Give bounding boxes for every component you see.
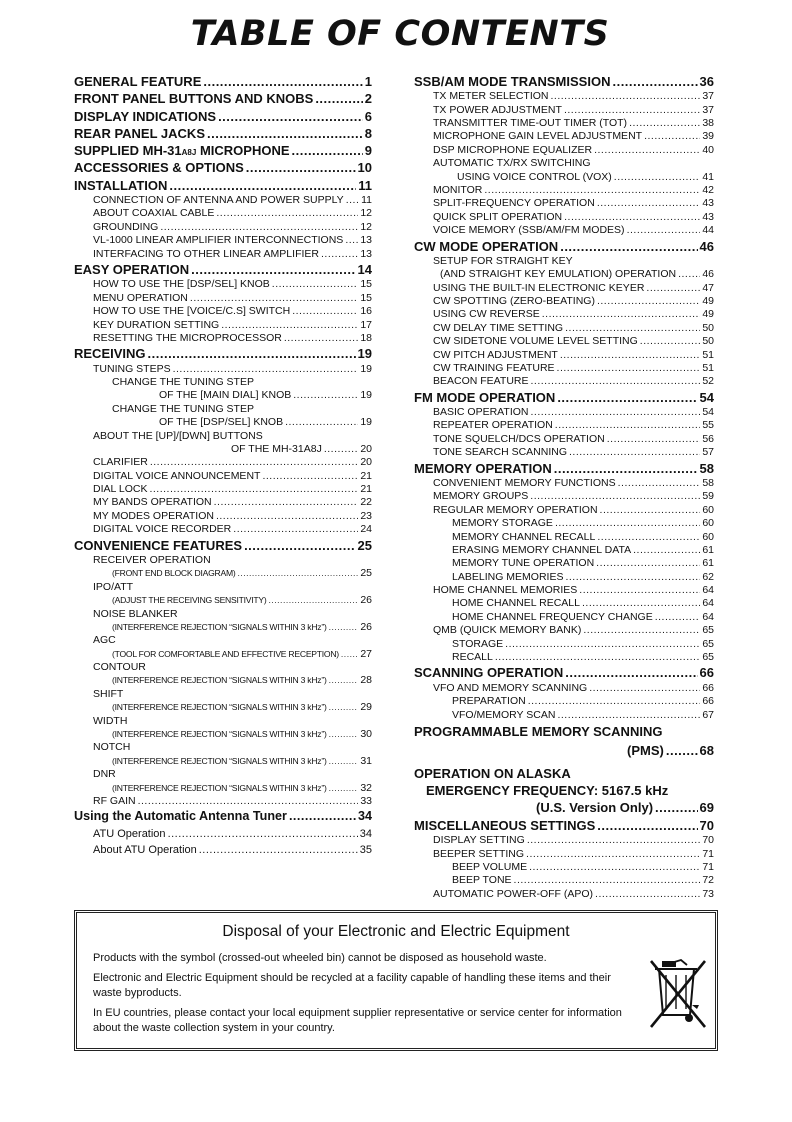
toc-entry[interactable]: CONVENIENCE FEATURES ..... 25 [74, 537, 372, 554]
toc-entry[interactable]: HOW TO USE THE [VOICE/C.S] SWITCH ..... 16 [74, 305, 372, 318]
toc-entry[interactable]: CHANGE THE TUNING STEP [112, 375, 254, 388]
toc-entry[interactable]: CW MODE OPERATION ..... 46 [414, 238, 714, 255]
disposal-notice-box [74, 910, 718, 1051]
toc-entry[interactable]: CW DELAY TIME SETTING ..... 50 [414, 322, 714, 335]
toc-entry[interactable]: DSP MICROPHONE EQUALIZER ..... 40 [414, 144, 714, 157]
toc-entry[interactable]: GENERAL FEATURE ..... 1 [74, 73, 372, 90]
toc-entry[interactable]: NOISE BLANKER [93, 607, 178, 620]
toc-entry[interactable]: CONTOUR [93, 661, 146, 674]
toc-entry[interactable]: (INTERFERENCE REJECTION “SIGNALS WITHIN 3 kHz”) ..... 26 [74, 621, 372, 634]
toc-entry[interactable]: OF THE [MAIN DIAL] KNOB ..... 19 [74, 389, 372, 402]
toc-entry[interactable]: EMERGENCY FREQUENCY: 5167.5 kHz [426, 782, 669, 798]
toc-entry[interactable]: HOME CHANNEL MEMORIES ..... 64 [414, 584, 714, 597]
toc-entry[interactable]: MY MODES OPERATION ..... 23 [74, 510, 372, 523]
toc-entry[interactable]: NOTCH [93, 741, 131, 754]
toc-entry[interactable]: VL-1000 LINEAR AMPLIFIER INTERCONNECTIONS ..... 13 [74, 234, 372, 247]
toc-entry[interactable]: MEMORY GROUPS ..... 59 [414, 490, 714, 503]
toc-entry[interactable]: DIGITAL VOICE RECORDER ..... 24 [74, 523, 372, 536]
toc-entry[interactable]: PROGRAMMABLE MEMORY SCANNING [414, 723, 663, 739]
toc-entry[interactable]: MEMORY TUNE OPERATION ..... 61 [414, 557, 714, 570]
toc-entry[interactable]: CHANGE THE TUNING STEP [112, 402, 254, 415]
toc-entry[interactable]: SETUP FOR STRAIGHT KEY [433, 254, 573, 267]
toc-entry[interactable]: GROUNDING ..... 12 [74, 221, 372, 234]
toc-entry[interactable]: MONITOR ..... 42 [414, 184, 714, 197]
toc-entry[interactable]: CW PITCH ADJUSTMENT ..... 51 [414, 349, 714, 362]
toc-entry[interactable]: WIDTH [93, 714, 128, 727]
toc-entry[interactable]: TUNING STEPS ..... 19 [74, 363, 372, 376]
toc-right-column [414, 73, 714, 901]
toc-entry[interactable]: MEMORY CHANNEL RECALL ..... 60 [414, 531, 714, 544]
toc-entry[interactable]: RECALL ..... 65 [414, 651, 714, 664]
toc-entry[interactable]: SHIFT [93, 687, 124, 700]
toc-entry[interactable]: DIAL LOCK ..... 21 [74, 483, 372, 496]
toc-entry[interactable]: (INTERFERENCE REJECTION “SIGNALS WITHIN 3 kHz”) ..... 29 [74, 701, 372, 714]
toc-entry[interactable]: AUTOMATIC TX/RX SWITCHING [433, 157, 591, 170]
toc-entry[interactable]: (INTERFERENCE REJECTION “SIGNALS WITHIN 3 kHz”) ..... 32 [74, 782, 372, 795]
disposal-paragraph: Products with the symbol (crossed-out wheeled bin) cannot be disposed as household waste. [93, 952, 547, 964]
toc-entry[interactable]: OPERATION ON ALASKA [414, 765, 571, 781]
toc-entry[interactable]: STORAGE ..... 65 [414, 638, 714, 651]
toc-entry[interactable]: Using the Automatic Antenna Tuner ..... 34 [74, 808, 372, 825]
toc-entry[interactable]: DISPLAY INDICATIONS ..... 6 [74, 108, 372, 125]
toc-entry[interactable]: PREPARATION ..... 66 [414, 695, 714, 708]
toc-entry[interactable]: INSTALLATION ..... 11 [74, 177, 372, 194]
toc-entry[interactable]: RF GAIN ..... 33 [74, 795, 372, 808]
toc-entry[interactable]: (PMS) ..... 68 [414, 741, 714, 760]
toc-entry[interactable]: USING THE BUILT-IN ELECTRONIC KEYER ..... 47 [414, 282, 714, 295]
toc-entry[interactable]: EASY OPERATION ..... 14 [74, 261, 372, 278]
toc-entry[interactable]: KEY DURATION SETTING ..... 17 [74, 319, 372, 332]
crossed-out-wheeled-bin-icon [647, 957, 709, 1031]
toc-entry[interactable]: (U.S. Version Only) ..... 69 [414, 799, 714, 817]
toc-entry[interactable]: RECEIVING ..... 19 [74, 345, 372, 362]
toc-entry[interactable]: OF THE MH-31A8J ..... 20 [74, 443, 372, 456]
toc-entry[interactable]: ATU Operation ..... 34 [74, 826, 372, 842]
toc-entry[interactable]: OF THE [DSP/SEL] KNOB ..... 19 [74, 416, 372, 429]
disposal-paragraph: Electronic and Electric Equipment should be recycled at a facility capable of handling these items and their waste byproducts. [93, 972, 611, 999]
toc-entry[interactable]: BEEP VOLUME ..... 71 [414, 861, 714, 874]
toc-entry[interactable]: (INTERFERENCE REJECTION “SIGNALS WITHIN 3 kHz”) ..... 30 [74, 728, 372, 741]
toc-entry[interactable]: REGULAR MEMORY OPERATION ..... 60 [414, 504, 714, 517]
toc-entry[interactable]: ABOUT COAXIAL CABLE ..... 12 [74, 207, 372, 220]
toc-entry[interactable]: QUICK SPLIT OPERATION ..... 43 [414, 211, 714, 224]
toc-entry[interactable]: (ADJUST THE RECEIVING SENSITIVITY) ..... 26 [74, 594, 372, 607]
disposal-paragraph: In EU countries, please contact your local equipment supplier representative or service center for information about the waste collection system in your country. [93, 1007, 622, 1034]
toc-entry[interactable]: CW SPOTTING (ZERO-BEATING) ..... 49 [414, 295, 714, 308]
toc-entry[interactable]: (FRONT END BLOCK DIAGRAM) ..... 25 [74, 567, 372, 580]
toc-entry[interactable]: INTERFACING TO OTHER LINEAR AMPLIFIER ..... 13 [74, 248, 372, 261]
toc-entry[interactable]: SUPPLIED MH-31A8J MICROPHONE ..... 9 [74, 142, 372, 159]
toc-entry[interactable]: TX METER SELECTION ..... 37 [414, 90, 714, 103]
toc-entry[interactable]: VFO AND MEMORY SCANNING ..... 66 [414, 682, 714, 695]
toc-entry[interactable]: RESETTING THE MICROPROCESSOR ..... 18 [74, 332, 372, 345]
toc-entry[interactable]: CONNECTION OF ANTENNA AND POWER SUPPLY ..... 11 [74, 194, 372, 207]
toc-entry[interactable]: (TOOL FOR COMFORTABLE AND EFFECTIVE RECEPTION) ..... 27 [74, 648, 372, 661]
toc-entry[interactable]: About ATU Operation ..... 35 [74, 842, 372, 858]
toc-entry[interactable]: HOME CHANNEL FREQUENCY CHANGE ..... 64 [414, 611, 714, 624]
toc-entry[interactable]: BEEPER SETTING ..... 71 [414, 848, 714, 861]
toc-entry[interactable]: MEMORY STORAGE ..... 60 [414, 517, 714, 530]
toc-entry[interactable]: FM MODE OPERATION ..... 54 [414, 389, 714, 406]
toc-entry[interactable]: IPO/ATT [93, 580, 134, 593]
toc-entry[interactable]: BEACON FEATURE ..... 52 [414, 375, 714, 388]
toc-entry[interactable]: VOICE MEMORY (SSB/AM/FM MODES) ..... 44 [414, 224, 714, 237]
toc-entry[interactable]: MENU OPERATION ..... 15 [74, 292, 372, 305]
toc-entry[interactable]: RECEIVER OPERATION [93, 553, 211, 566]
toc-entry[interactable]: SSB/AM MODE TRANSMISSION ..... 36 [414, 73, 714, 90]
toc-entry[interactable]: DIGITAL VOICE ANNOUNCEMENT ..... 21 [74, 470, 372, 483]
toc-entry[interactable]: TRANSMITTER TIME-OUT TIMER (TOT) ..... 38 [414, 117, 714, 130]
toc-entry[interactable]: CW TRAINING FEATURE ..... 51 [414, 362, 714, 375]
toc-entry[interactable]: LABELING MEMORIES ..... 62 [414, 571, 714, 584]
toc-entry[interactable]: BEEP TONE ..... 72 [414, 874, 714, 887]
toc-entry[interactable]: MICROPHONE GAIN LEVEL ADJUSTMENT ..... 39 [414, 130, 714, 143]
toc-entry[interactable]: DNR [93, 768, 116, 781]
toc-entry[interactable]: MY BANDS OPERATION ..... 22 [74, 496, 372, 509]
toc-entry[interactable]: VFO/MEMORY SCAN ..... 67 [414, 709, 714, 722]
toc-entry[interactable]: REAR PANEL JACKS ..... 8 [74, 125, 372, 142]
toc-entry[interactable]: SPLIT-FREQUENCY OPERATION ..... 43 [414, 197, 714, 210]
toc-entry[interactable]: ERASING MEMORY CHANNEL DATA ..... 61 [414, 544, 714, 557]
toc-entry[interactable]: MISCELLANEOUS SETTINGS ..... 70 [414, 817, 714, 834]
page-title: TABLE OF CONTENTS [190, 14, 610, 54]
toc-entry[interactable]: HOME CHANNEL RECALL ..... 64 [414, 597, 714, 610]
toc-entry[interactable]: SCANNING OPERATION ..... 66 [414, 664, 714, 681]
toc-entry[interactable]: AGC [93, 634, 116, 647]
disposal-title: Disposal of your Electronic and Electric Equipment [222, 923, 570, 940]
toc-entry[interactable]: ACCESSORIES & OPTIONS ..... 10 [74, 159, 372, 176]
toc-left-column [74, 73, 372, 858]
toc-entry[interactable]: (AND STRAIGHT KEY EMULATION) OPERATION ..... 46 [414, 268, 714, 281]
toc-entry[interactable]: USING VOICE CONTROL (VOX) ..... 41 [414, 171, 714, 184]
toc-entry[interactable]: TX POWER ADJUSTMENT ..... 37 [414, 104, 714, 117]
toc-entry[interactable]: TONE SQUELCH/DCS OPERATION ..... 56 [414, 433, 714, 446]
toc-entry[interactable]: BASIC OPERATION ..... 54 [414, 406, 714, 419]
toc-entry[interactable]: ABOUT THE [UP]/[DWN] BUTTONS [93, 429, 263, 442]
toc-entry[interactable]: REPEATER OPERATION ..... 55 [414, 419, 714, 432]
toc-entry[interactable]: FRONT PANEL BUTTONS AND KNOBS ..... 2 [74, 90, 372, 107]
toc-entry[interactable]: MEMORY OPERATION ..... 58 [414, 460, 714, 477]
toc-entry[interactable]: CW SIDETONE VOLUME LEVEL SETTING ..... 50 [414, 335, 714, 348]
toc-entry[interactable]: CLARIFIER ..... 20 [74, 456, 372, 469]
toc-entry[interactable]: DISPLAY SETTING ..... 70 [414, 834, 714, 847]
toc-entry[interactable]: (INTERFERENCE REJECTION “SIGNALS WITHIN 3 kHz”) ..... 28 [74, 674, 372, 687]
toc-entry[interactable]: AUTOMATIC POWER-OFF (APO) ..... 73 [414, 888, 714, 901]
toc-entry[interactable]: HOW TO USE THE [DSP/SEL] KNOB ..... 15 [74, 278, 372, 291]
toc-entry[interactable]: USING CW REVERSE ..... 49 [414, 308, 714, 321]
toc-entry[interactable]: QMB (QUICK MEMORY BANK) ..... 65 [414, 624, 714, 637]
toc-entry[interactable]: TONE SEARCH SCANNING ..... 57 [414, 446, 714, 459]
toc-entry[interactable]: (INTERFERENCE REJECTION “SIGNALS WITHIN 3 kHz”) ..... 31 [74, 755, 372, 768]
toc-entry[interactable]: CONVENIENT MEMORY FUNCTIONS ..... 58 [414, 477, 714, 490]
